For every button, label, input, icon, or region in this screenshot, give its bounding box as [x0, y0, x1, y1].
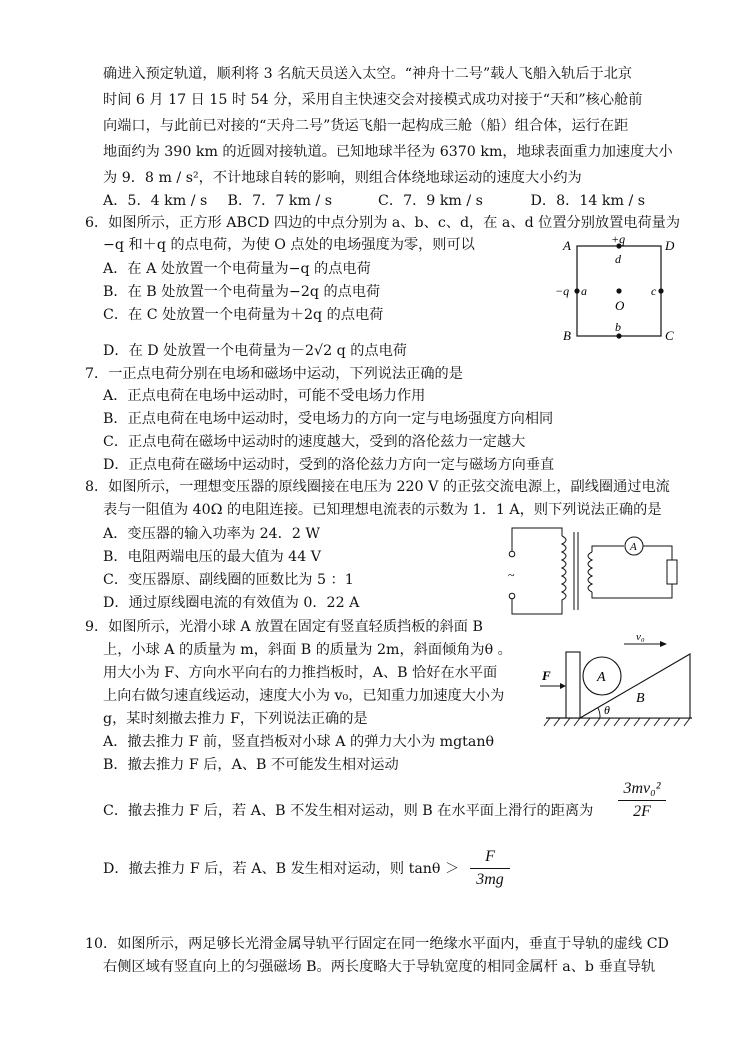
- q6-label-A: A: [563, 238, 571, 253]
- q5-line-3: 向端口，与此前已对接的“天舟二号”货运飞船一起构成三舱（船）组合体，运行在距: [103, 118, 629, 134]
- q6-label-C: C: [665, 328, 674, 343]
- q7-option-a: A．正点电荷在电场中运动时，可能不受电场力作用: [103, 388, 426, 404]
- q7-option-b: B．正点电荷在电场中运动时，受电场力的方向一定与电场强度方向相同: [103, 411, 554, 427]
- q9-option-b: B．撤去推力 F 后，A、B 不可能发生相对运动: [103, 757, 399, 773]
- q5-line-1: 确进入预定轨道，顺利将 3 名航天员送入太空。“神舟十二号”载人飞船入轨后于北京: [103, 66, 633, 82]
- q9-stem-3: 用大小为 F、方向水平向右的力推挡板时，A、B 恰好在水平面: [103, 665, 498, 681]
- q9-option-a: A．撤去推力 F 前，竖直挡板对小球 A 的弹力大小为 mgtanθ: [103, 734, 495, 750]
- q7-option-d: D．正点电荷在磁场中运动时，受到的洛伦兹力方向一定与磁场方向垂直: [103, 457, 555, 473]
- q6-option-a: A．在 A 处放置一个电荷量为−q 的点电荷: [103, 261, 371, 277]
- q5-line-4: 地面约为 390 km 的近圆对接轨道。已知地球半径为 6370 km，地球表面重力加速度大小: [103, 144, 673, 160]
- q5-option-d: D．8．14 km / s: [530, 193, 646, 209]
- q9-frac-c-numerator: 3mv₀²: [623, 780, 661, 797]
- q7-option-c: C．正点电荷在磁场中运动时的速度越大，受到的洛伦兹力一定越大: [103, 434, 526, 450]
- q9-label-A: A: [597, 670, 606, 685]
- q6-label-minus-q: −q: [555, 284, 570, 298]
- q7-stem: 7．一正点电荷分别在电场和磁场中运动，下列说法正确的是: [85, 366, 463, 382]
- q6-label-a: a: [581, 284, 587, 298]
- q5-option-b: B．7．7 km / s: [227, 193, 333, 209]
- q9-label-B: B: [636, 691, 645, 706]
- q8-ammeter-label: A: [630, 541, 637, 553]
- q5-option-a: A．5．4 km / s: [103, 193, 208, 209]
- q9-option-c-fraction: [618, 779, 666, 822]
- q6-option-d: D．在 D 处放置一个电荷量为－2√2 q 的点电荷: [103, 343, 407, 359]
- q9-frac-d-denominator: 3mg: [476, 871, 504, 888]
- q10-stem-2: 右侧区域有竖直向上的匀强磁场 B。两长度略大于导轨宽度的相同金属杆 a、b 垂直导轨: [103, 959, 656, 975]
- q6-label-plus-q: +q: [611, 232, 626, 246]
- q8-stem-1: 8．如图所示，一理想变压器的原线圈接在电压为 220 V 的正弦交流电源上，副线圈通过电流: [85, 479, 670, 495]
- q9-option-d: D．撤去推力 F 后，若 A、B 发生相对运动，则 tanθ ＞: [103, 861, 460, 877]
- q8-source-symbol: ~: [508, 568, 515, 582]
- q8-option-d: D．通过原线圈电流的有效值为 0．22 A: [103, 595, 360, 611]
- q9-stem-1: 9．如图所示，光滑小球 A 放置在固定有竖直轻质挡板的斜面 B: [85, 619, 483, 635]
- q9-frac-c-denominator: 2F: [633, 803, 651, 820]
- q6-label-O: O: [615, 298, 625, 313]
- q9-stem-5: g，某时刻撤去推力 F，下列说法正确的是: [103, 711, 368, 727]
- q6-stem-1: 6．如图所示，正方形 ABCD 四边的中点分别为 a、b、c、d，在 a、d 位置分别放置电荷量为: [85, 215, 681, 231]
- q9-frac-d-numerator: F: [485, 848, 495, 865]
- q6-label-D: D: [665, 238, 675, 253]
- q9-label-F: F: [542, 668, 551, 683]
- q6-stem-2: −q 和＋q 的点电荷，为使 O 点处的电场强度为零，则可以: [103, 237, 475, 253]
- q9-stem-4: 上向右做匀速直线运动，速度大小为 v₀，已知重力加速度大小为: [103, 688, 505, 704]
- q9-label-v0: v₀: [636, 631, 645, 643]
- q8-stem-2: 表与一阻值为 40Ω 的电阻连接。已知理想电流表的示数为 1．1 A，则下列说法正确的是: [103, 502, 662, 518]
- q5-option-c: C．7．9 km / s: [378, 193, 483, 209]
- q9-option-c: C．撤去推力 F 后，若 A、B 不发生相对运动，则 B 在水平面上滑行的距离为: [103, 803, 594, 819]
- q8-transformer-figure: [500, 524, 690, 622]
- q6-label-b: b: [615, 320, 621, 334]
- q9-stem-2: 上，小球 A 的质量为 m，斜面 B 的质量为 2m，斜面倾角为θ 。: [103, 642, 512, 658]
- q10-stem-1: 10．如图所示，两足够长光滑金属导轨平行固定在同一绝缘水平面内，垂直于导轨的虚线 CD: [85, 936, 669, 952]
- q5-line-5: 为 9．8 m / s²，不计地球自转的影响，则组合体绕地球运动的速度大小约为: [103, 170, 582, 186]
- q6-square-figure: [555, 232, 685, 346]
- q5-options: [103, 191, 645, 211]
- q6-label-d: d: [615, 252, 621, 266]
- q6-label-B: B: [563, 328, 571, 343]
- q6-label-c: c: [651, 284, 657, 298]
- q9-option-d-fraction: [470, 847, 510, 890]
- q8-option-b: B．电阻两端电压的最大值为 44 V: [103, 549, 321, 565]
- q8-option-a: A．变压器的输入功率为 24．2 W: [103, 526, 320, 542]
- q9-incline-figure: [540, 632, 700, 730]
- q8-option-c: C．变压器原、副线圈的匝数比为 5 ：1: [103, 572, 354, 588]
- q9-label-theta: θ: [604, 703, 610, 717]
- q6-option-c: C．在 C 处放置一个电荷量为＋2q 的点电荷: [103, 307, 384, 323]
- q6-option-b: B．在 B 处放置一个电荷量为−2q 的点电荷: [103, 284, 381, 300]
- q5-line-2: 时间 6 月 17 日 15 时 54 分，采用自主快速交会对接模式成功对接于“天和”核心舱前: [103, 92, 643, 108]
